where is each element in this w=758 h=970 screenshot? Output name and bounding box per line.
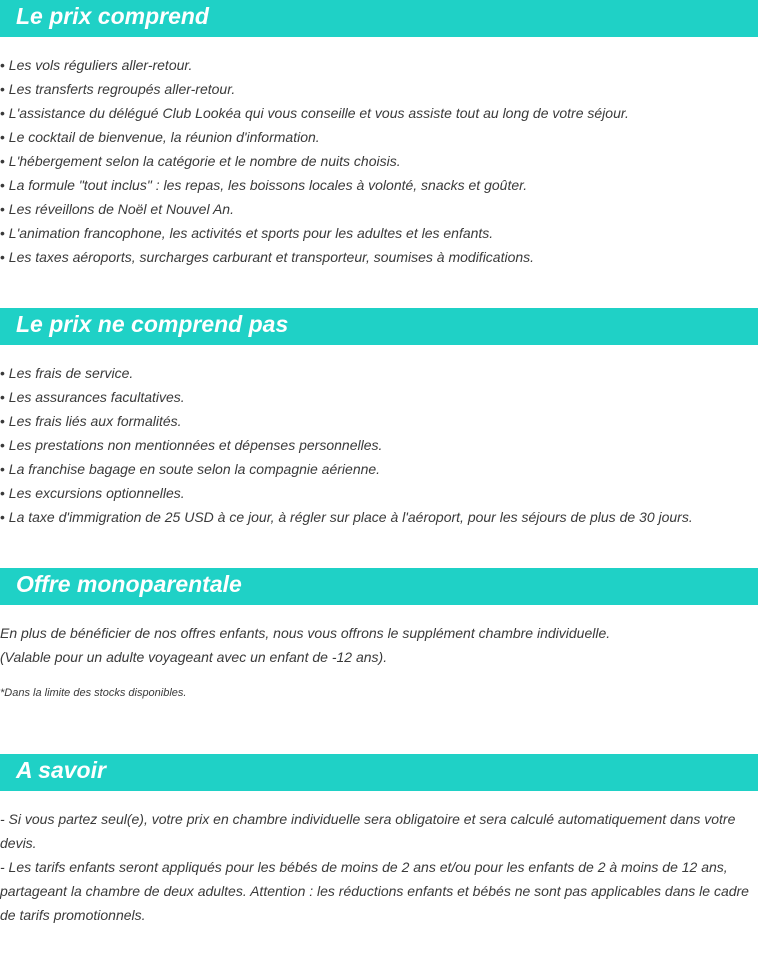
list-item: • Les frais liés aux formalités.	[0, 409, 758, 433]
list-item: • L'animation francophone, les activités et sports pour les adultes et les enfants.	[0, 221, 758, 245]
included-list	[0, 53, 758, 269]
not-included-section-title: Le prix ne comprend pas	[16, 311, 289, 337]
to-know-section-title: A savoir	[16, 757, 106, 783]
list-item: • Les frais de service.	[0, 361, 758, 385]
not-included-list	[0, 361, 758, 529]
list-item: • Les transferts regroupés aller-retour.	[0, 77, 758, 101]
single-parent-section-title: Offre monoparentale	[16, 571, 242, 597]
list-item: • Les prestations non mentionnées et dépenses personnelles.	[0, 433, 758, 457]
not-included-section-header	[0, 308, 758, 345]
single-parent-line-1: En plus de bénéficier de nos offres enfants, nous vous offrons le supplément chambre individuelle.	[0, 625, 611, 641]
list-item: • Les réveillons de Noël et Nouvel An.	[0, 197, 758, 221]
list-item: • Les vols réguliers aller-retour.	[0, 53, 758, 77]
list-item: • Les assurances facultatives.	[0, 385, 758, 409]
list-item: • Le cocktail de bienvenue, la réunion d'information.	[0, 125, 758, 149]
single-parent-line-2: (Valable pour un adulte voyageant avec un enfant de -12 ans).	[0, 649, 388, 665]
stock-limit-note: *Dans la limite des stocks disponibles.	[0, 687, 187, 699]
list-item: • L'assistance du délégué Club Lookéa qui vous conseille et vous assiste tout au long de votre séjour.	[0, 101, 758, 125]
included-section-title: Le prix comprend	[16, 3, 209, 29]
list-item: • La franchise bagage en soute selon la compagnie aérienne.	[0, 457, 758, 481]
single-parent-text	[0, 621, 758, 669]
list-item: • La formule "tout inclus" : les repas, les boissons locales à volonté, snacks et goûter.	[0, 173, 758, 197]
list-item: • Les excursions optionnelles.	[0, 481, 758, 505]
to-know-paragraph-2: - Les tarifs enfants seront appliqués pour les bébés de moins de 2 ans et/ou pour les enfants de 2 à moins de 12 ans, partageant la chambre de deux adultes. Attention : les réductions enfants et bébés ne sont pas applicables dans le cadre de tarifs promotionnels.	[0, 859, 749, 923]
to-know-text	[0, 807, 758, 927]
list-item: • La taxe d'immigration de 25 USD à ce jour, à régler sur place à l'aéroport, pour les séjours de plus de 30 jours.	[0, 505, 758, 529]
list-item: • Les taxes aéroports, surcharges carburant et transporteur, soumises à modifications.	[0, 245, 758, 269]
list-item: • L'hébergement selon la catégorie et le nombre de nuits choisis.	[0, 149, 758, 173]
to-know-paragraph-1: - Si vous partez seul(e), votre prix en chambre individuelle sera obligatoire et sera calculé automatiquement dans votre devis.	[0, 811, 736, 851]
single-parent-section-header	[0, 568, 758, 605]
included-section-header	[0, 0, 758, 37]
to-know-section-header	[0, 754, 758, 791]
